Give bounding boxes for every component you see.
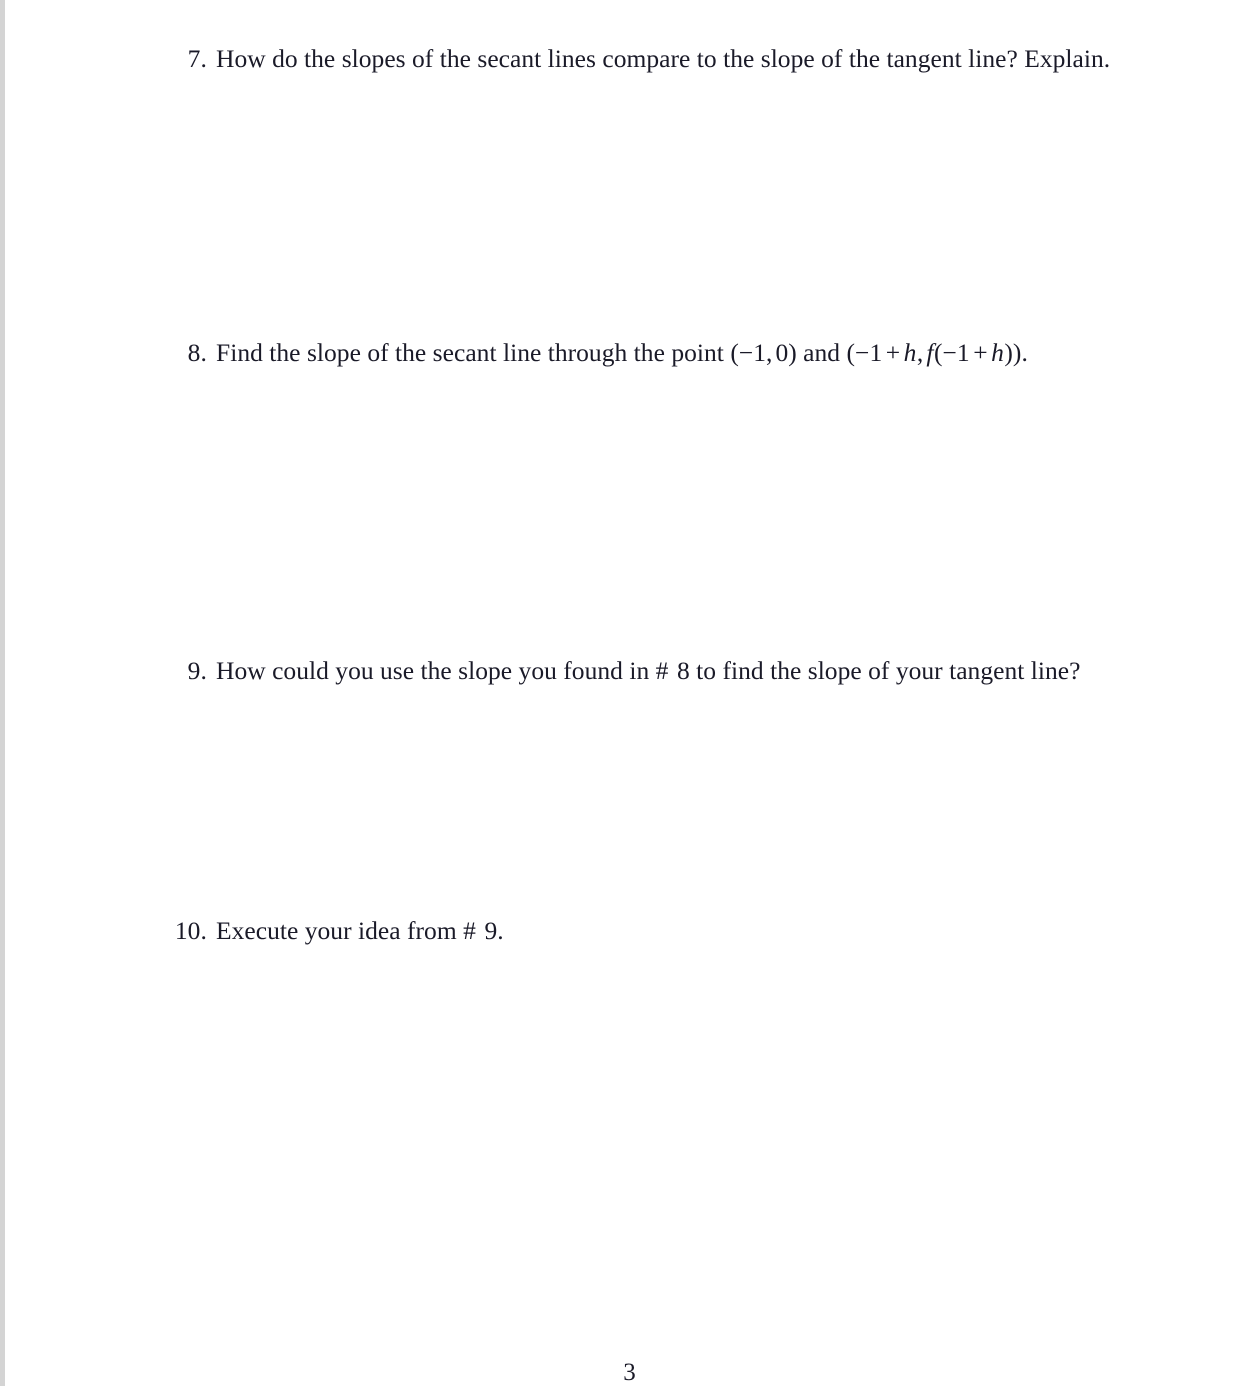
item-text-8 — [216, 338, 1128, 368]
paren-open: ( — [846, 338, 856, 367]
plus-sign: + — [973, 338, 988, 367]
period: . — [1021, 338, 1028, 367]
item-number-10: 10. — [174, 916, 207, 945]
item-8-prose: Find the slope of the secant line through the point — [216, 338, 731, 367]
paren-close: ) — [1004, 338, 1013, 367]
item-text-10 — [216, 916, 1128, 946]
item-number-7: 7. — [187, 44, 207, 73]
minus-sign: − — [855, 338, 870, 367]
item-9-prose-prefix: How could you use the slope you found in — [216, 656, 656, 685]
conjunction-and: and — [796, 338, 847, 367]
paren-open: ( — [730, 338, 739, 367]
value-one: 1 — [956, 338, 970, 367]
item-10-prose-prefix: Execute your idea from — [216, 916, 464, 945]
paren-open: ( — [933, 338, 943, 367]
item-number-9: 9. — [187, 656, 207, 685]
variable-h: h — [903, 338, 917, 367]
comma: , — [766, 338, 773, 367]
item-9-prose-suffix: to find the slope of your tangent line? — [689, 656, 1081, 685]
item-number-8: 8. — [187, 338, 207, 367]
plus-sign: + — [885, 338, 901, 367]
item-10-prose-suffix: . — [497, 916, 504, 945]
minus-sign: − — [738, 338, 754, 367]
item-10-reference-number: 9 — [484, 916, 498, 945]
value-zero: 0 — [775, 338, 789, 367]
paren-close: ) — [1012, 338, 1022, 367]
minus-sign: − — [942, 338, 957, 367]
page-number: 3 — [623, 1359, 636, 1386]
value-one: 1 — [869, 338, 883, 367]
hash-icon: # — [655, 656, 669, 685]
item-text-9 — [216, 656, 1128, 686]
comma: , — [916, 338, 924, 367]
value-one: 1 — [753, 338, 767, 367]
function-f: f — [926, 338, 934, 367]
item-text-7: How do the slopes of the secant lines compare to the slope of the tangent line? Explain. — [216, 44, 1111, 73]
variable-h: h — [991, 338, 1004, 367]
paren-close: ) — [788, 338, 797, 367]
hash-icon: # — [463, 916, 476, 945]
item-8-math — [730, 338, 1028, 367]
item-9-reference-number: 8 — [677, 656, 690, 685]
